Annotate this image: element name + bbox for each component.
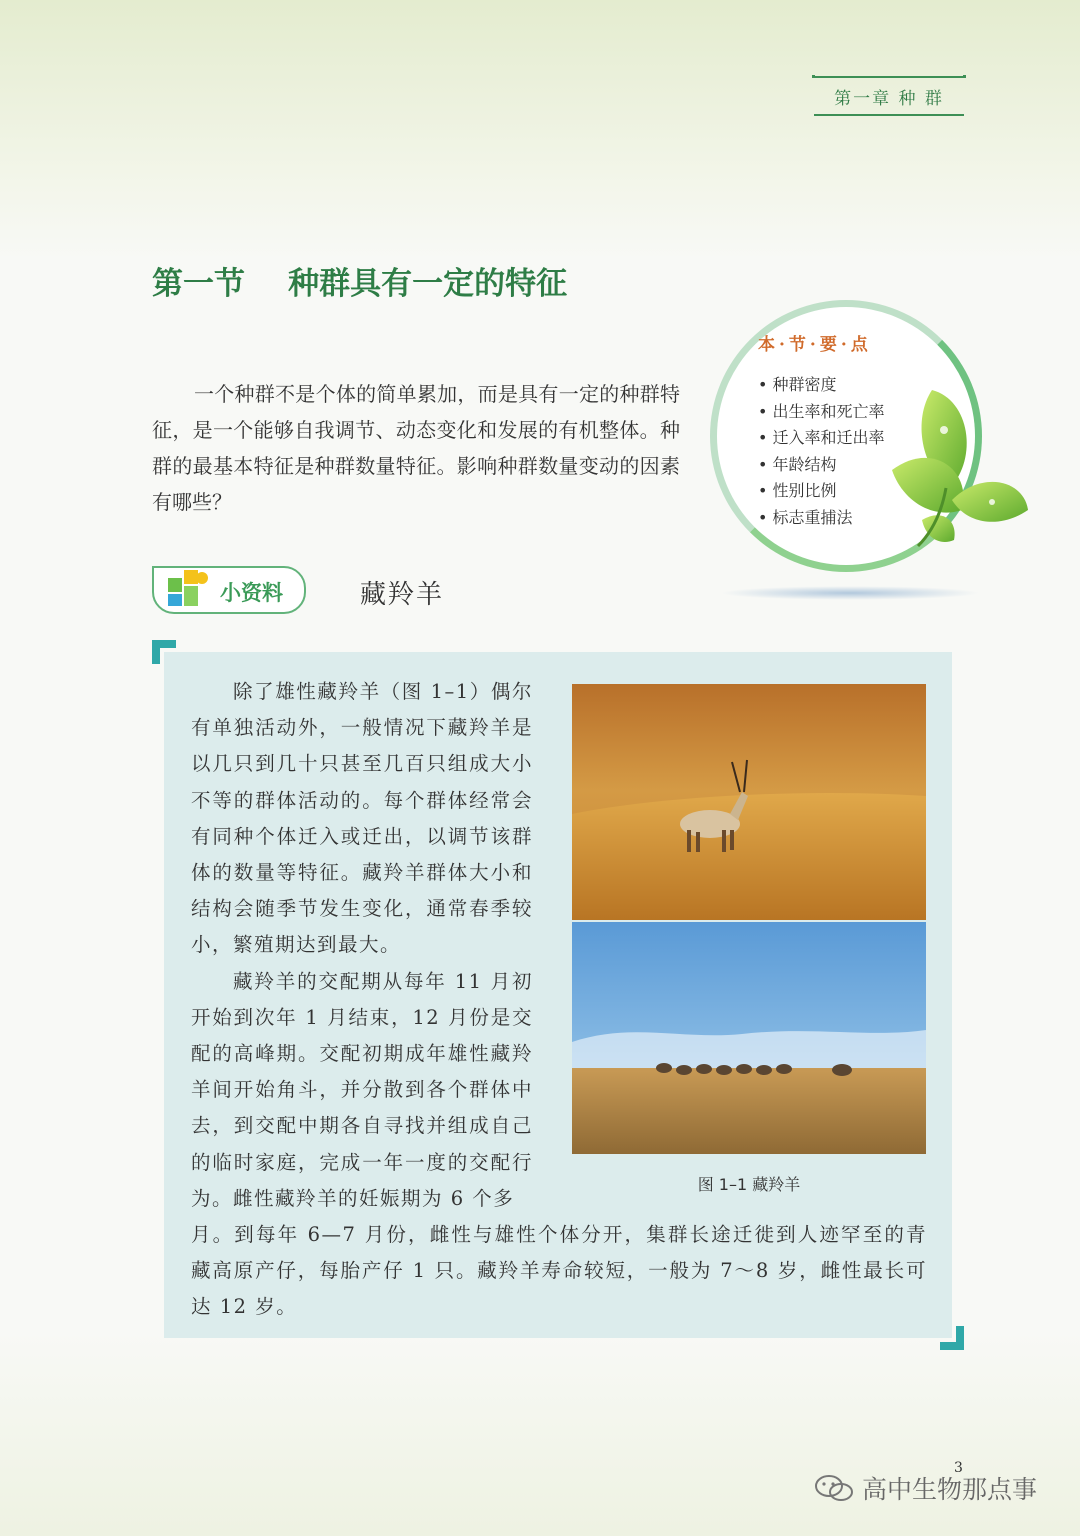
material-title: 藏羚羊 <box>360 580 445 610</box>
material-badge <box>152 566 306 614</box>
intro-paragraph: 一个种群不是个体的简单累加，而是具有一定的种群特征，是一个能够自我调节、动态变化和发展的有机整体。种群的最基本特征是种群数量特征。影响种群数量变动的因素有哪些？ <box>152 382 680 514</box>
key-points-list <box>758 372 885 532</box>
watermark-text: 高中生物那点事 <box>862 1475 1038 1504</box>
puzzle-icon <box>166 568 212 608</box>
key-points-title: 本·节·要·点 <box>758 335 872 355</box>
material-paragraph-1: 除了雄性藏羚羊（图 1–1）偶尔有单独活动外，一般情况下藏羚羊是以几只到几十只甚至几百只组成大小不等的群体活动的。每个群体经常会有同种个体迁入或迁出，以调节该群体的数量等特征。藏羚羊群体大小和结构会随季节发生变化，通常春季较小，繁殖期达到最大。 <box>191 680 533 957</box>
material-badge-label: 小资料 <box>220 581 283 605</box>
corner-mark-bottom-right <box>940 1326 964 1350</box>
key-point-item: • 出生率和死亡率 <box>758 399 885 426</box>
material-paragraph-2-continued: 月。到每年 6—7 月份，雌性与雄性个体分开，集群长途迁徙到人迹罕至的青藏高原产仔，每胎产仔 1 只。藏羚羊寿命较短，一般为 7～8 岁，雌性最长可达 12 岁。 <box>191 1223 927 1319</box>
chapter-header: 第一章 种 群 <box>814 76 964 116</box>
key-point-item: • 种群密度 <box>758 372 885 399</box>
section-title: 第一节 种群具有一定的特征 <box>152 266 568 302</box>
key-point-item: • 年龄结构 <box>758 452 885 479</box>
wechat-icon <box>814 1473 854 1503</box>
leaves-illustration <box>892 370 1028 560</box>
key-point-item: • 迁入率和迁出率 <box>758 425 885 452</box>
antelope-photo-single <box>572 684 926 920</box>
page-number: 3 <box>954 1460 963 1476</box>
key-points-shadow <box>720 586 980 600</box>
figure-caption: 图 1–1 藏羚羊 <box>697 1175 801 1194</box>
corner-mark-top-left <box>152 640 176 664</box>
key-points-panel <box>700 300 1030 600</box>
material-paragraph-2: 藏羚羊的交配期从每年 11 月初开始到次年 1 月结束，12 月份是交配的高峰期。交配初期成年雄性藏羚羊间开始角斗，并分散到各个群体中去，到交配中期各自寻找并组成自己的临时家庭，完成一年一度的交配行为。雌性藏羚羊的妊娠期为 6 个多 <box>191 969 533 1210</box>
watermark <box>814 1470 1037 1506</box>
key-point-item: • 标志重捕法 <box>758 505 885 532</box>
key-point-item: • 性别比例 <box>758 478 885 505</box>
antelope-herd-photo <box>572 922 926 1154</box>
